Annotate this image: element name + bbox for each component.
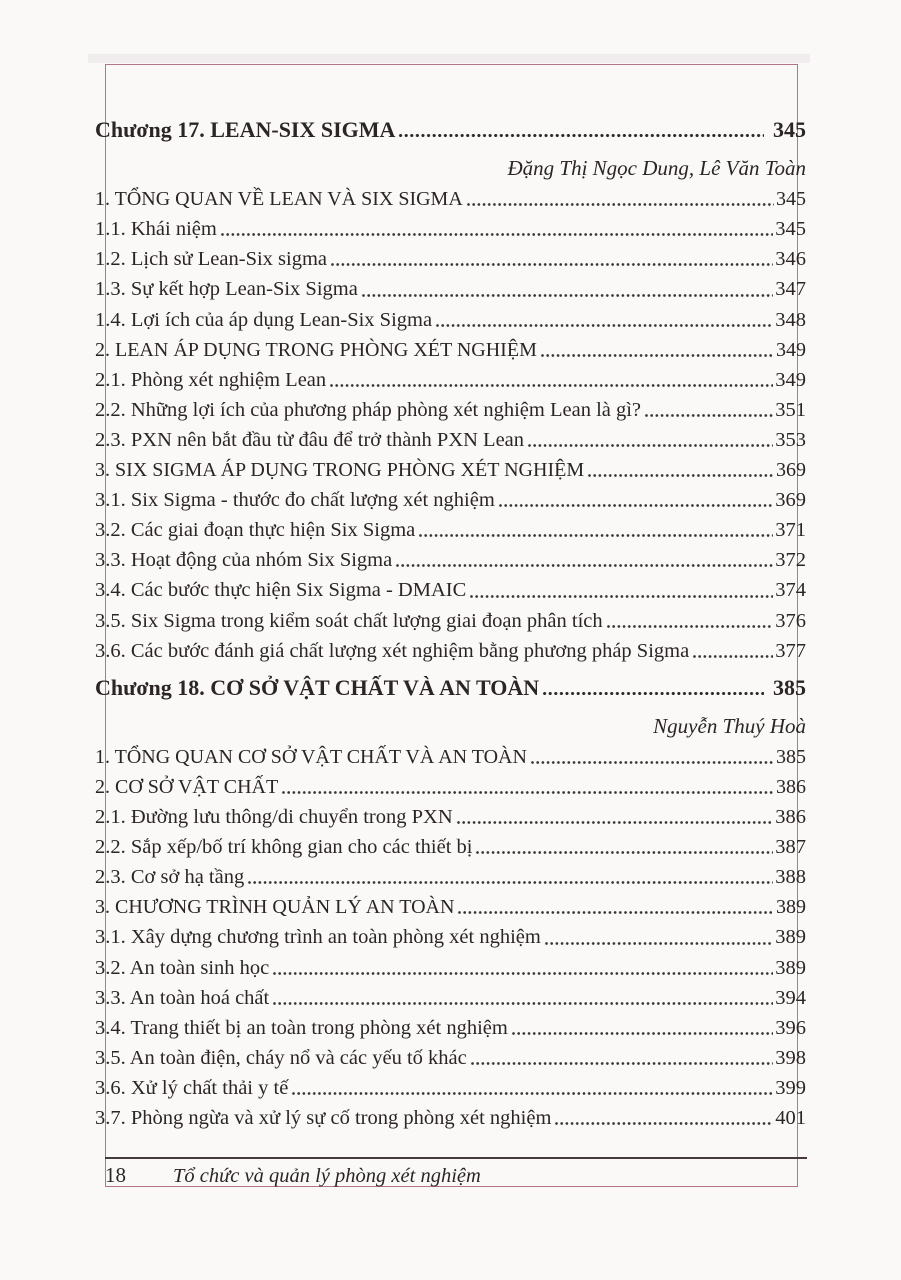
dot-leader	[398, 134, 764, 137]
toc-page-number: 399	[775, 1076, 806, 1099]
toc-subsection-label: 2.1. Phòng xét nghiệm Lean	[95, 368, 327, 391]
dot-leader	[291, 1092, 773, 1095]
toc-subsection-label: 1.1. Khái niệm	[95, 218, 217, 241]
toc-chapter-title: Chương 18. CƠ SỞ VẬT CHẤT VÀ AN TOÀN	[95, 674, 540, 700]
dot-leader	[606, 625, 774, 628]
toc-page-number: 389	[776, 896, 806, 919]
dot-leader	[540, 354, 774, 357]
toc-page-number: 349	[775, 368, 806, 391]
table-of-contents	[95, 115, 806, 1133]
dot-leader	[511, 1032, 773, 1035]
toc-page-number: 346	[775, 248, 806, 271]
toc-chapter-row	[95, 115, 806, 145]
toc-page-number: 351	[775, 398, 806, 421]
toc-page-number: 389	[775, 956, 806, 979]
dot-leader	[554, 1122, 773, 1125]
dot-leader	[587, 474, 774, 477]
toc-page-number: 345	[775, 218, 806, 241]
toc-subsection-row	[95, 305, 806, 335]
toc-section-row	[95, 455, 806, 485]
toc-page-number: 386	[776, 775, 806, 798]
toc-page-number: 348	[775, 308, 806, 331]
toc-section-row	[95, 184, 806, 214]
toc-subsection-label: 2.2. Sắp xếp/bố trí không gian cho các thiết bị	[95, 836, 473, 859]
dot-leader	[247, 881, 773, 884]
toc-section-label: 1. TỔNG QUAN VỀ LEAN VÀ SIX SIGMA	[95, 188, 463, 211]
toc-page-number: 376	[775, 609, 806, 632]
toc-subsection-row	[95, 244, 806, 274]
dot-leader	[418, 534, 773, 537]
toc-page-number: 385	[776, 745, 806, 768]
toc-section-label: 3. CHƯƠNG TRÌNH QUẢN LÝ AN TOÀN	[95, 896, 455, 919]
toc-page-number: 389	[775, 926, 806, 949]
toc-page-number: 387	[775, 836, 806, 859]
toc-subsection-row	[95, 862, 806, 892]
toc-section-row	[95, 742, 806, 772]
toc-subsection-row	[95, 606, 806, 636]
dot-leader	[530, 761, 774, 764]
toc-subsection-label: 3.1. Six Sigma - thước đo chất lượng xét nghiệm	[95, 489, 495, 512]
toc-subsection-row	[95, 1013, 806, 1043]
toc-subsection-row	[95, 1073, 806, 1103]
toc-subsection-row	[95, 365, 806, 395]
toc-subsection-row	[95, 636, 806, 666]
toc-subsection-row	[95, 274, 806, 304]
toc-section-row	[95, 335, 806, 365]
toc-page-number: 398	[775, 1046, 806, 1069]
dot-leader	[527, 444, 773, 447]
toc-subsection-row	[95, 395, 806, 425]
toc-subsection-label: 3.2. Các giai đoạn thực hiện Six Sigma	[95, 519, 416, 542]
toc-subsection-label: 3.1. Xây dựng chương trình an toàn phòng xét nghiệm	[95, 926, 541, 949]
dot-leader	[220, 233, 773, 236]
toc-subsection-label: 1.4. Lợi ích của áp dụng Lean-Six Sigma	[95, 308, 433, 331]
toc-subsection-row	[95, 832, 806, 862]
toc-page-number: 372	[775, 549, 806, 572]
toc-subsection-row	[95, 214, 806, 244]
toc-subsection-label: 3.2. An toàn sinh học	[95, 956, 270, 979]
dot-leader	[469, 595, 773, 598]
toc-subsection-row	[95, 802, 806, 832]
toc-subsection-row	[95, 515, 806, 545]
dot-leader	[272, 972, 773, 975]
toc-subsection-label: 3.6. Các bước đánh giá chất lượng xét nghiệm bằng phương pháp Sigma	[95, 639, 690, 662]
toc-section-row	[95, 892, 806, 922]
toc-subsection-row	[95, 485, 806, 515]
footer-rule	[105, 1157, 807, 1159]
toc-author-row	[95, 711, 806, 741]
dot-leader	[457, 911, 774, 914]
dot-leader	[544, 942, 773, 945]
toc-page-number: 347	[775, 278, 806, 301]
footer-page-number: 18	[105, 1163, 126, 1187]
dot-leader	[281, 791, 774, 794]
toc-page-number: 374	[775, 579, 806, 602]
dot-leader	[470, 1062, 774, 1065]
toc-page-number: 401	[775, 1107, 806, 1129]
dot-leader	[466, 203, 774, 206]
dot-leader	[329, 384, 773, 387]
toc-subsection-row	[95, 953, 806, 983]
dot-leader	[435, 324, 773, 327]
toc-page-number: 377	[775, 639, 806, 662]
toc-author-row	[95, 153, 806, 183]
toc-section-label: 2. LEAN ÁP DỤNG TRONG PHÒNG XÉT NGHIỆM	[95, 338, 537, 361]
toc-section-label: 3. SIX SIGMA ÁP DỤNG TRONG PHÒNG XÉT NGHIỆM	[95, 459, 585, 482]
dot-leader	[361, 294, 773, 297]
scan-shadow-band	[88, 54, 810, 63]
toc-subsection-row	[95, 983, 806, 1013]
toc-subsection-label: 3.3. An toàn hoá chất	[95, 986, 270, 1009]
toc-subsection-label: 3.7. Phòng ngừa và xử lý sự cố trong phòng xét nghiệm	[95, 1107, 552, 1129]
dot-leader	[498, 504, 773, 507]
toc-page-number: 369	[776, 459, 806, 482]
toc-page-number: 396	[775, 1016, 806, 1039]
page-footer	[105, 1160, 807, 1190]
toc-subsection-label: 2.2. Những lợi ích của phương pháp phòng xét nghiệm Lean là gì?	[95, 398, 642, 421]
toc-subsection-label: 2.3. Cơ sở hạ tầng	[95, 866, 245, 889]
toc-page-number: 386	[775, 806, 806, 829]
footer-book-title: Tổ chức và quản lý phòng xét nghiệm	[173, 1165, 481, 1187]
dot-leader	[475, 851, 773, 854]
toc-subsection-label: 3.4. Trang thiết bị an toàn trong phòng xét nghiệm	[95, 1016, 508, 1039]
toc-author-name: Đặng Thị Ngọc Dung, Lê Văn Toàn	[507, 156, 806, 181]
toc-subsection-label: 3.3. Hoạt động của nhóm Six Sigma	[95, 549, 393, 572]
toc-subsection-label: 2.3. PXN nên bắt đầu từ đâu để trở thành PXN Lean	[95, 428, 525, 451]
toc-subsection-row	[95, 425, 806, 455]
toc-page-number: 353	[775, 428, 806, 451]
toc-subsection-label: 1.3. Sự kết hợp Lean-Six Sigma	[95, 278, 358, 301]
toc-page-number: 388	[775, 866, 806, 889]
dot-leader	[644, 414, 773, 417]
toc-subsection-row	[95, 922, 806, 952]
toc-subsection-label: 3.4. Các bước thực hiện Six Sigma - DMAIC	[95, 579, 467, 602]
toc-subsection-label: 3.5. Six Sigma trong kiểm soát chất lượng giai đoạn phân tích	[95, 609, 603, 632]
toc-page-number: 385	[773, 674, 806, 700]
toc-section-label: 2. CƠ SỞ VẬT CHẤT	[95, 775, 279, 798]
dot-leader	[542, 692, 764, 695]
dot-leader	[692, 655, 773, 658]
toc-subsection-row	[95, 1103, 806, 1133]
toc-subsection-row	[95, 1043, 806, 1073]
dot-leader	[456, 821, 774, 824]
toc-subsection-row	[95, 545, 806, 575]
toc-subsection-label: 3.6. Xử lý chất thải y tế	[95, 1076, 289, 1099]
dot-leader	[330, 263, 773, 266]
dot-leader	[395, 564, 773, 567]
toc-page-number: 369	[775, 489, 806, 512]
toc-page-number: 349	[776, 338, 806, 361]
toc-author-name: Nguyễn Thuý Hoà	[653, 713, 806, 738]
toc-subsection-label: 2.1. Đường lưu thông/di chuyển trong PXN	[95, 806, 453, 829]
toc-page-number: 345	[776, 188, 806, 211]
toc-subsection-row	[95, 575, 806, 605]
toc-subsection-label: 3.5. An toàn điện, cháy nổ và các yếu tố khác	[95, 1046, 467, 1069]
toc-subsection-label: 1.2. Lịch sử Lean-Six sigma	[95, 248, 328, 271]
toc-chapter-row	[95, 673, 806, 703]
toc-section-label: 1. TỔNG QUAN CƠ SỞ VẬT CHẤT VÀ AN TOÀN	[95, 745, 527, 768]
toc-section-row	[95, 772, 806, 802]
toc-page-number: 345	[773, 117, 806, 142]
toc-chapter-title: Chương 17. LEAN-SIX SIGMA	[95, 117, 396, 142]
toc-page-number: 371	[775, 519, 806, 542]
dot-leader	[272, 1002, 773, 1005]
toc-page-number: 394	[775, 986, 806, 1009]
